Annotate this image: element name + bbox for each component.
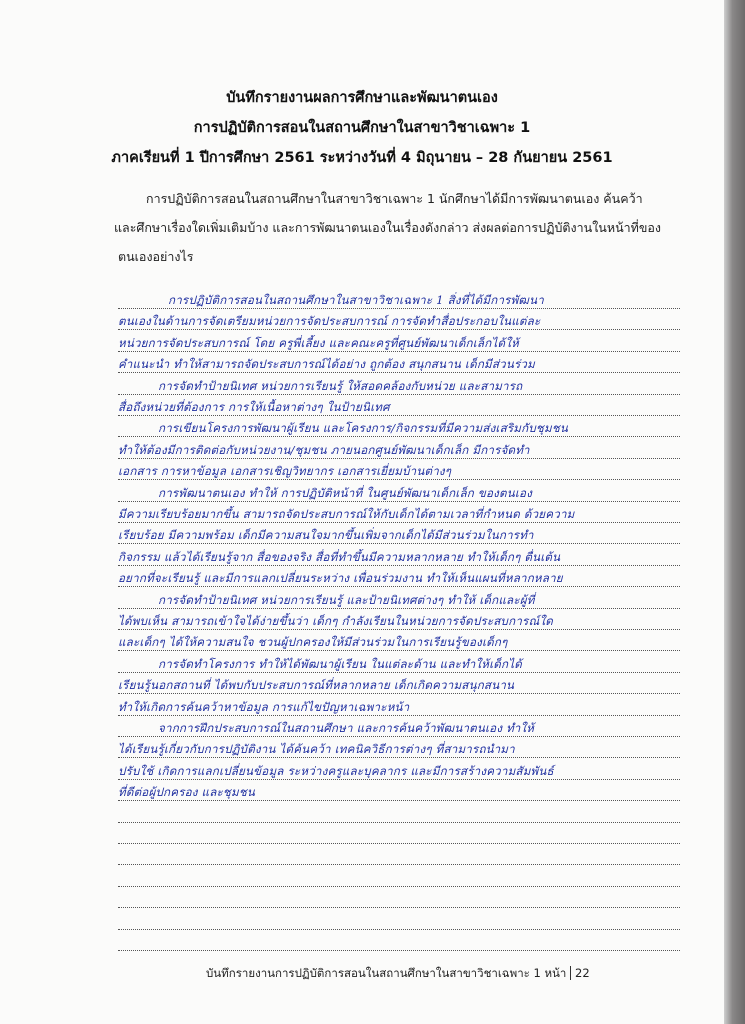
dotted-rule	[118, 886, 680, 887]
dotted-rule	[118, 907, 680, 908]
handwritten-line: คำแนะนำ ทำให้สามารถจัดประสบการณ์ได้อย่าง ถูกต้อง สนุกสนาน เด็กมีส่วนร่วม	[118, 357, 535, 372]
dotted-rule	[118, 864, 680, 865]
handwritten-line: เรียบร้อย มีความพร้อม เด็กมีความสนใจมากขึ้นเพิ่มจากเด็กได้มีส่วนร่วมในการทำ	[118, 528, 534, 543]
handwritten-line: ได้พบเห็น สามารถเข้าใจได้ง่ายขึ้นว่า เด็กๆ กำลังเรียนในหน่วยการจัดประสบการณ์ใด	[118, 614, 554, 628]
prompt-line: และศึกษาเรื่องใดเพิ่มเติมบ้าง และการพัฒนาตนเองในเรื่องดังกล่าว ส่งผลต่อการปฏิบัติงานในหน้าที่ของ	[114, 220, 662, 235]
handwritten-line: ทำให้เกิดการค้นคว้าหาข้อมูล การแก้ไขปัญหาเฉพาะหน้า	[118, 699, 410, 714]
report-subtitle: การปฏิบัติการสอนในสถานศึกษาในสาขาวิชาเฉพาะ 1	[193, 120, 531, 136]
handwritten-line: ทำให้ต้องมีการติดต่อกับหน่วยงาน/ชุมชน ภายนอกศูนย์พัฒนาเด็กเล็ก มีการจัดทำ	[118, 442, 530, 457]
dotted-rule	[118, 950, 680, 951]
handwritten-line: กิจกรรม แล้วได้เรียนรู้จาก สื่อของจริง สื่อที่ทำขึ้นมีความหลากหลาย ทำให้เด็กๆ ตื่นเต้น	[118, 549, 561, 564]
handwritten-line: เอกสาร การหาข้อมูล เอกสารเชิญวิทยากร เอกสารเยี่ยมบ้านต่างๆ	[118, 464, 452, 479]
prompt-question	[114, 184, 678, 271]
handwritten-line: การจัดทำป้ายนิเทศ หน่วยการเรียนรู้ และป้ายนิเทศต่างๆ ทำให้ เด็กและผู้ที่	[158, 592, 535, 607]
handwritten-line: หน่วยการจัดประสบการณ์ โดย ครูพี่เลี้ยง และคณะครูที่ศูนย์พัฒนาเด็กเล็กได้ให้	[118, 335, 519, 350]
handwritten-line: การจัดทำป้ายนิเทศ หน่วยการเรียนรู้ ให้สอดคล้องกับหน่วย และสามารถ	[158, 378, 523, 393]
report-term: ภาคเรียนที่ 1 ปีการศึกษา 2561 ระหว่างวันที่ 4 มิถุนายน – 28 กันยายน 2561	[111, 150, 613, 166]
page-footer	[206, 965, 590, 983]
footer-page-number: 22	[570, 966, 590, 980]
page-edge	[724, 0, 745, 1024]
handwritten-line: การปฏิบัติการสอนในสถานศึกษาในสาขาวิชาเฉพาะ 1 สิ่งที่ได้มีการพัฒนา	[168, 293, 544, 307]
handwritten-line: ตนเองในด้านการจัดเตรียมหน่วยการจัดประสบการณ์ การจัดทำสื่อประกอบในแต่ละ	[118, 314, 541, 329]
handwritten-line: เรียนรู้นอกสถานที่ ได้พบกับประสบการณ์ที่หลากหลาย เด็กเกิดความสนุกสนาน	[118, 678, 515, 693]
handwritten-line: มีความเรียบร้อยมากขึ้น สามารถจัดประสบการณ์ให้กับเด็กได้ตามเวลาที่กำหนด ด้วยความ	[118, 507, 575, 521]
footer-text: บันทึกรายงานการปฏิบัติการสอนในสถานศึกษาในสาขาวิชาเฉพาะ 1	[206, 966, 541, 980]
report-title: บันทึกรายงานผลการศึกษาและพัฒนาตนเอง	[226, 90, 498, 106]
handwritten-line: ปรับใช้ เกิดการแลกเปลี่ยนข้อมูล ระหว่างครูและบุคลากร และมีการสร้างความสัมพันธ์	[118, 763, 554, 778]
handwritten-line: การเขียนโครงการพัฒนาผู้เรียน และโครงการ/กิจกรรมที่มีความส่งเสริมกับชุมชน	[158, 421, 569, 436]
prompt-line: ตนเองอย่างไร	[118, 249, 194, 264]
handwritten-line: การพัฒนาตนเอง ทำให้ การปฏิบัติหน้าที่ ในศูนย์พัฒนาเด็กเล็ก ของตนเอง	[158, 485, 533, 500]
dotted-rule	[118, 822, 680, 823]
prompt-line: การปฏิบัติการสอนในสถานศึกษาในสาขาวิชาเฉพาะ 1 นักศึกษาได้มีการพัฒนาตนเอง ค้นคว้า	[146, 191, 643, 206]
handwritten-line: อยากที่จะเรียนรู้ และมีการแลกเปลี่ยนระหว่าง เพื่อนร่วมงาน ทำให้เห็นแผนที่หลากหลาย	[118, 571, 563, 586]
footer-page-label: หน้า	[544, 966, 567, 980]
dotted-rule	[118, 843, 680, 844]
handwritten-line: และเด็กๆ ได้ให้ความสนใจ ชวนผู้ปกครองให้มีส่วนร่วมในการเรียนรู้ของเด็กๆ	[118, 635, 508, 650]
handwritten-line: สื่อถึงหน่วยที่ต้องการ การให้เนื้อหาต่างๆ ในป้ายนิเทศ	[118, 400, 390, 414]
handwritten-line: ที่ดีต่อผู้ปกครอง และชุมชน	[118, 785, 256, 800]
dotted-rule	[118, 929, 680, 930]
handwritten-line: ได้เรียนรู้เกี่ยวกับการปฏิบัติงาน ได้ค้นคว้า เทคนิควิธีการต่างๆ ที่สามารถนำมา	[118, 742, 515, 757]
handwritten-line: การจัดทำโครงการ ทำให้ได้พัฒนาผู้เรียน ในแต่ละด้าน และทำให้เด็กได้	[158, 656, 522, 671]
handwritten-line: จากการฝึกประสบการณ์ในสถานศึกษา และการค้นคว้าพัฒนาตนเอง ทำให้	[158, 721, 535, 735]
